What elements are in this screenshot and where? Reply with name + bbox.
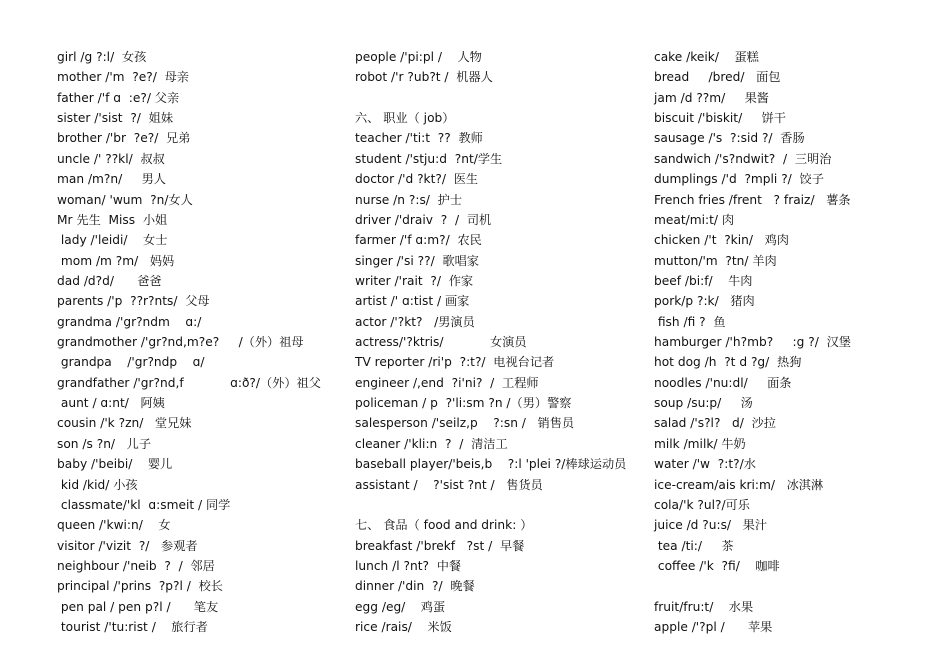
- vocab-line: bread /bred/ 面包: [654, 70, 781, 85]
- vocab-line: father /'f ɑ :e?/ 父亲: [57, 90, 180, 105]
- vocab-line: chicken /'t ?kin/ 鸡肉: [654, 233, 789, 248]
- vocab-line: apple /'?pl / 苹果: [654, 620, 773, 635]
- vocab-line: cousin /'k ?zn/ 堂兄妹: [57, 416, 192, 431]
- vocab-line: mother /'m ?e?/ 母亲: [57, 70, 189, 85]
- vocab-line: French fries /frent ? fraiz/ 薯条: [654, 192, 851, 207]
- vocab-line: [355, 88, 645, 108]
- vocab-line: juice /d ?u:s/ 果汁: [654, 518, 768, 533]
- vocab-line: visitor /'vizit ?/ 参观者: [57, 538, 198, 553]
- vocab-line: kid /kid/ 小孩: [57, 477, 138, 492]
- vocab-line: water /'w ?:t?/水: [654, 457, 756, 472]
- vocab-line: hamburger /'h?mb? :g ?/ 汉堡: [654, 335, 851, 350]
- vocab-line: biscuit /'biskit/ 饼干: [654, 111, 786, 126]
- vocab-line: milk /milk/ 牛奶: [654, 436, 746, 451]
- vocab-line: student /'stju:d ?nt/学生: [355, 151, 503, 166]
- vocab-line: teacher /'ti:t ?? 教师: [355, 131, 483, 146]
- vocab-column-2: [355, 47, 645, 637]
- vocab-line: parents /'p ??r?nts/ 父母: [57, 294, 210, 309]
- vocab-line: dumplings /'d ?mpli ?/ 饺子: [654, 172, 824, 187]
- vocab-line: dinner /'din ?/ 晚餐: [355, 579, 475, 594]
- vocab-line: [654, 576, 944, 596]
- vocab-line: sandwich /'s?ndwit? / 三明治: [654, 151, 832, 166]
- vocab-line: writer /'rait ?/ 作家: [355, 273, 474, 288]
- vocab-line: salesperson /'seilz,p ?:sn / 销售员: [355, 416, 575, 431]
- vocab-line: dad /d?d/ 爸爸: [57, 273, 162, 288]
- vocab-line: policeman / p ?'li:sm ?n /（男）警察: [355, 396, 572, 411]
- vocab-line: 七、 食品（ food and drink: ）: [355, 518, 533, 533]
- vocab-line: beef /bi:f/ 牛肉: [654, 273, 753, 288]
- vocab-line: sausage /'s ?:sid ?/ 香肠: [654, 131, 805, 146]
- vocab-line: farmer /'f ɑ:m?/ 农民: [355, 233, 482, 248]
- vocab-line: tourist /'tu:rist / 旅行者: [57, 620, 208, 635]
- vocab-line: grandpa /'gr?ndp ɑ/: [57, 355, 205, 370]
- vocab-line: salad /'s?l? d/ 沙拉: [654, 416, 776, 431]
- vocab-line: cola/'k ?ul?/可乐: [654, 497, 750, 512]
- vocab-line: grandma /'gr?ndm ɑ:/: [57, 314, 202, 329]
- vocab-line: soup /su:p/ 汤: [654, 396, 753, 411]
- vocab-line: tea /ti:/ 茶: [654, 538, 734, 553]
- vocab-column-1: [57, 47, 342, 637]
- vocab-line: girl /g ?:l/ 女孩: [57, 50, 147, 64]
- vocab-line: jam /d ??m/ 果酱: [654, 90, 769, 105]
- vocab-line: artist /' ɑ:tist / 画家: [355, 294, 470, 309]
- vocab-line: meat/mi:t/ 肉: [654, 212, 735, 227]
- vocab-line: mutton/'m ?tn/ 羊肉: [654, 253, 777, 268]
- vocab-line: uncle /' ??kl/ 叔叔: [57, 151, 165, 166]
- vocab-line: actor /'?kt? /男演员: [355, 314, 475, 329]
- vocab-line: coffee /'k ?fi/ 咖啡: [654, 558, 780, 573]
- vocab-line: hot dog /h ?t d ?g/ 热狗: [654, 355, 802, 370]
- vocab-line: fish /fi ? 鱼: [654, 314, 726, 329]
- vocab-line: assistant / ?'sist ?nt / 售货员: [355, 477, 543, 492]
- vocab-line: nurse /n ?:s/ 护士: [355, 192, 463, 207]
- vocab-line: engineer /,end ?i'ni? / 工程师: [355, 375, 539, 390]
- vocab-line: 六、 职业（ job）: [355, 111, 455, 126]
- vocab-line: grandmother /'gr?nd,m?e? /（外）祖母: [57, 335, 304, 350]
- vocab-line: ice-cream/ais kri:m/ 冰淇淋: [654, 477, 824, 492]
- vocab-line: pen pal / pen p?l / 笔友: [57, 599, 219, 614]
- vocab-line: cake /keik/ 蛋糕: [654, 50, 759, 64]
- vocab-column-3: [654, 47, 944, 637]
- vocab-line: TV reporter /ri'p ?:t?/ 电视台记者: [355, 355, 555, 370]
- vocab-line: actress/'?ktris/ 女演员: [355, 335, 527, 350]
- vocab-line: queen /'kwi:n/ 女: [57, 518, 171, 533]
- vocab-line: pork/p ?:k/ 猪肉: [654, 294, 755, 309]
- vocab-line: son /s ?n/ 儿子: [57, 436, 152, 451]
- vocab-line: classmate/'kl ɑ:smeit / 同学: [57, 497, 231, 512]
- vocab-line: [355, 495, 645, 515]
- vocab-line: cleaner /'kli:n ? / 清洁工: [355, 436, 508, 451]
- vocab-line: robot /'r ?ub?t / 机器人: [355, 70, 493, 85]
- vocab-line: mom /m ?m/ 妈妈: [57, 253, 175, 268]
- vocab-line: aunt / ɑ:nt/ 阿姨: [57, 396, 165, 411]
- vocab-line: baseball player/'beis,b ?:l 'plei ?/棒球运动员: [355, 457, 627, 472]
- vocab-line: singer /'si ??/ 歌唱家: [355, 253, 479, 268]
- vocab-line: people /'pi:pl / 人物: [355, 50, 482, 64]
- vocab-line: neighbour /'neib ? / 邻居: [57, 558, 215, 573]
- vocab-line: egg /eg/ 鸡蛋: [355, 599, 446, 614]
- vocab-line: noodles /'nu:dl/ 面条: [654, 375, 792, 390]
- vocab-line: Mr 先生 Miss 小姐: [57, 212, 168, 227]
- vocab-line: principal /'prins ?p?l / 校长: [57, 579, 223, 594]
- vocab-line: driver /'draiv ? / 司机: [355, 212, 492, 227]
- vocab-line: rice /rais/ 米饭: [355, 620, 452, 635]
- vocab-line: grandfather /'gr?nd,f ɑ:ð?/（外）祖父: [57, 375, 321, 390]
- vocab-line: fruit/fru:t/ 水果: [654, 599, 754, 614]
- vocab-line: doctor /'d ?kt?/ 医生: [355, 172, 479, 187]
- vocab-line: sister /'sist ?/ 姐妹: [57, 111, 174, 126]
- vocab-line: man /m?n/ 男人: [57, 172, 166, 187]
- vocab-line: brother /'br ?e?/ 兄弟: [57, 131, 191, 146]
- vocab-line: breakfast /'brekf ?st / 早餐: [355, 538, 525, 553]
- vocab-line: lady /'leidi/ 女士: [57, 233, 168, 248]
- vocab-line: lunch /l ?nt? 中餐: [355, 558, 462, 573]
- vocab-line: woman/ 'wum ?n/女人: [57, 192, 193, 207]
- vocab-line: baby /'beibi/ 婴儿: [57, 457, 173, 472]
